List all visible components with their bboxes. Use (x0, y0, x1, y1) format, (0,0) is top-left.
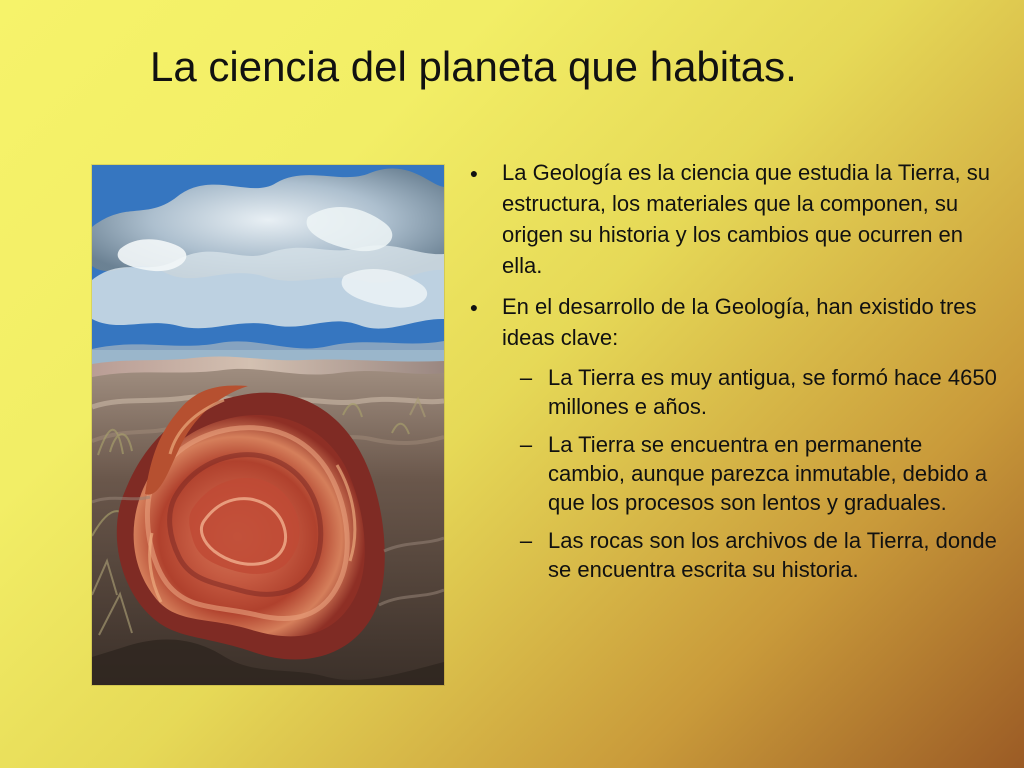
subbullet-earth-change (464, 430, 999, 517)
dash-bullet-icon: – (519, 432, 533, 457)
bullet-geology-definition (464, 157, 999, 281)
bullet-text: La Geología es la ciencia que estudia la Tierra, su estructura, los materiales que la componen, su origen su historia y los cambios que ocurren en ella. (502, 160, 990, 278)
bullet-key-ideas (464, 291, 999, 353)
subbullet-rocks-archives (464, 526, 999, 584)
subbullet-text: Las rocas son los archivos de la Tierra, donde se encuentra escrita su historia. (548, 528, 997, 582)
dash-bullet-icon: – (519, 365, 533, 390)
subbullet-text: La Tierra es muy antigua, se formó hace 4650 millones e años. (548, 365, 997, 419)
slide-title: La ciencia del planeta que habitas. (150, 43, 797, 90)
dash-bullet-icon: – (519, 528, 533, 553)
bullet-dot-icon: ● (469, 165, 479, 181)
petrified-log-photo (92, 165, 444, 685)
subbullet-ancient-earth (464, 363, 999, 421)
bullet-text: En el desarrollo de la Geología, han existido tres ideas clave: (502, 294, 977, 350)
key-ideas-list (464, 363, 999, 584)
petrified-log-photo-icon (92, 165, 444, 685)
slide-content (464, 157, 999, 593)
bullet-dot-icon: ● (469, 299, 479, 315)
subbullet-text: La Tierra se encuentra en permanente cambio, aunque parezca inmutable, debido a que los procesos son lentos y graduales. (548, 432, 988, 515)
